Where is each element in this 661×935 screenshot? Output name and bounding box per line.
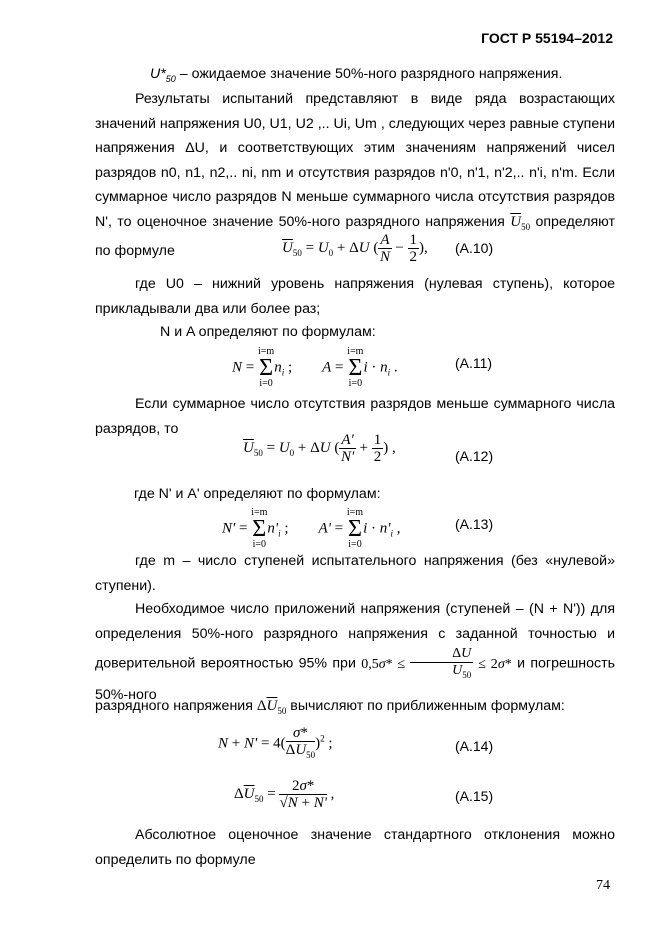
paragraph-nprime-intro (134, 482, 620, 507)
u0-definition-text: где U0 – нижний уровень напряжения (нулевая ступень), которое прикладывали два или более раз; (95, 276, 615, 317)
error-intro-text: разрядного напряжения (95, 698, 253, 714)
equation-number-a15: (А.15) (455, 788, 494, 804)
m-definition-text: где m – число ступеней испытательного напряжения (без «нулевой» ступени). (95, 553, 615, 594)
equation-number-a14: (А.14) (455, 738, 494, 754)
paragraph-results: Результаты испытаний представляют в виде ряда возрастающих значений напряжения U0, U1, U2 ,.. Ui, Um , следующих через равные ступени напряжения ΔU, и соответствующих этим значениям напряжений чисел разрядов n0, n1, n2,.. ni, nm и отсутствия разрядов n'0, n'1, n'2,.. n'i, n'm. Если суммарное число разрядов N меньше суммарного числа отсутствия разрядов N', то оценочное значение 50%-ного разрядного напряжения $\overline{U}_{50}$ определяют по формуле (95, 91, 615, 259)
paragraph-m-definition (95, 549, 615, 598)
nprime-intro-text: где N' и A' определяют по формулам: (134, 486, 381, 502)
paragraph-required-count: Необходимое число приложений напряжения (ступеней – (N + N')) для определения 50%-ного разрядного напряжения с заданной точностью и доверительной вероятностью 95% при 0,5σ* ≤ $\frac{\Delta U}{\overline{U}_{50}}$ ≤ 2σ* и погрешность 50%-ного (95, 601, 615, 703)
formula-a14: N + N' = 4( $\frac{\sigma*}{\Delta\overline{U}_{50}}$ )$^2$ ; (218, 725, 333, 760)
if-less-text: Если суммарное число отсутствия разрядов меньше суммарного числа разрядов, то (95, 396, 615, 437)
paragraph-n-a-intro (160, 320, 620, 345)
standard-code-header: ГОСТ Р 55194–2012 (481, 30, 613, 46)
equation-number-a11: (А.11) (455, 355, 493, 371)
results-text: Результаты испытаний представляют в виде ряда возрастающих значений напряжения U0, U1, U2 ,.. Ui, Um , следующих через равные ступени напряжения ΔU, и соответствующих этим значениям напряжений чисел разрядов n0, n1, n2,.. ni, nm и отсутствия разрядов n'0, n'1, n'2,.. n'i, n'm. Если суммарное число разрядов N меньше суммарного числа отсутствия разрядов N', то оценочное значение 50%-ного разрядного напряжения (95, 91, 615, 230)
paragraph-u50-definition: $U*_{50}$ – ожидаемое значение 50%-ного разрядного напряжения. (150, 66, 563, 84)
page-number: 74 (596, 878, 610, 893)
formula-a10: $\overline{U}_{50} = U_0 + \Delta U$ ( $\frac{A}{N}$ − $\frac{1}{2}$ ), (282, 232, 428, 265)
paragraph-error-intro: разрядного напряжения $\Delta\overline{U}_{50}$ вычисляют по приближенным формулам: (95, 698, 565, 716)
paragraph-std-deviation (95, 823, 615, 872)
std-deviation-text: Абсолютное оценочное значение стандартного отклонения можно определить по формуле (95, 827, 615, 868)
u50-definition-text: – ожидаемое значение 50%-ного разрядного напряжения. (179, 66, 563, 82)
results-tail-text: определяют по формуле (95, 213, 615, 259)
formula-a13: N' = i=m Σ $i=0n'_i$ ; A' = i=m Σ $i=0i \cdot n'_i$ , (222, 507, 401, 550)
formula-a15: $\Delta\overline{U}_{50}$ = $\frac{2\sigma*}{√N + N'}$ , (234, 778, 335, 811)
formula-a11: N = i=m Σ $i=0n_i$ ; A = i=m Σ $i=0i \cdot n_i$ . (232, 346, 398, 389)
required-count-text: Необходимое число приложений напряжения (ступеней – (N + N')) для определения 50%-ного разрядного напряжения с заданной точностью и доверительной вероятностью 95% при (95, 601, 615, 672)
paragraph-u0-definition (95, 272, 615, 321)
error-intro-tail-text: вычисляют по приближенным формулам: (290, 698, 565, 714)
formula-a12: $\overline{U}_{50} = U_0 + \Delta U$ ( $\frac{A'}{N'}$ + $\frac{1}{2}$ ) , (243, 432, 396, 465)
required-count-tail-text: и погрешность 50%-ного (95, 655, 615, 703)
equation-number-a12: (А.12) (455, 448, 494, 464)
n-a-intro-text: N и A определяют по формулам: (160, 324, 376, 340)
equation-number-a13: (А.13) (455, 516, 494, 532)
equation-number-a10: (А.10) (455, 240, 494, 256)
